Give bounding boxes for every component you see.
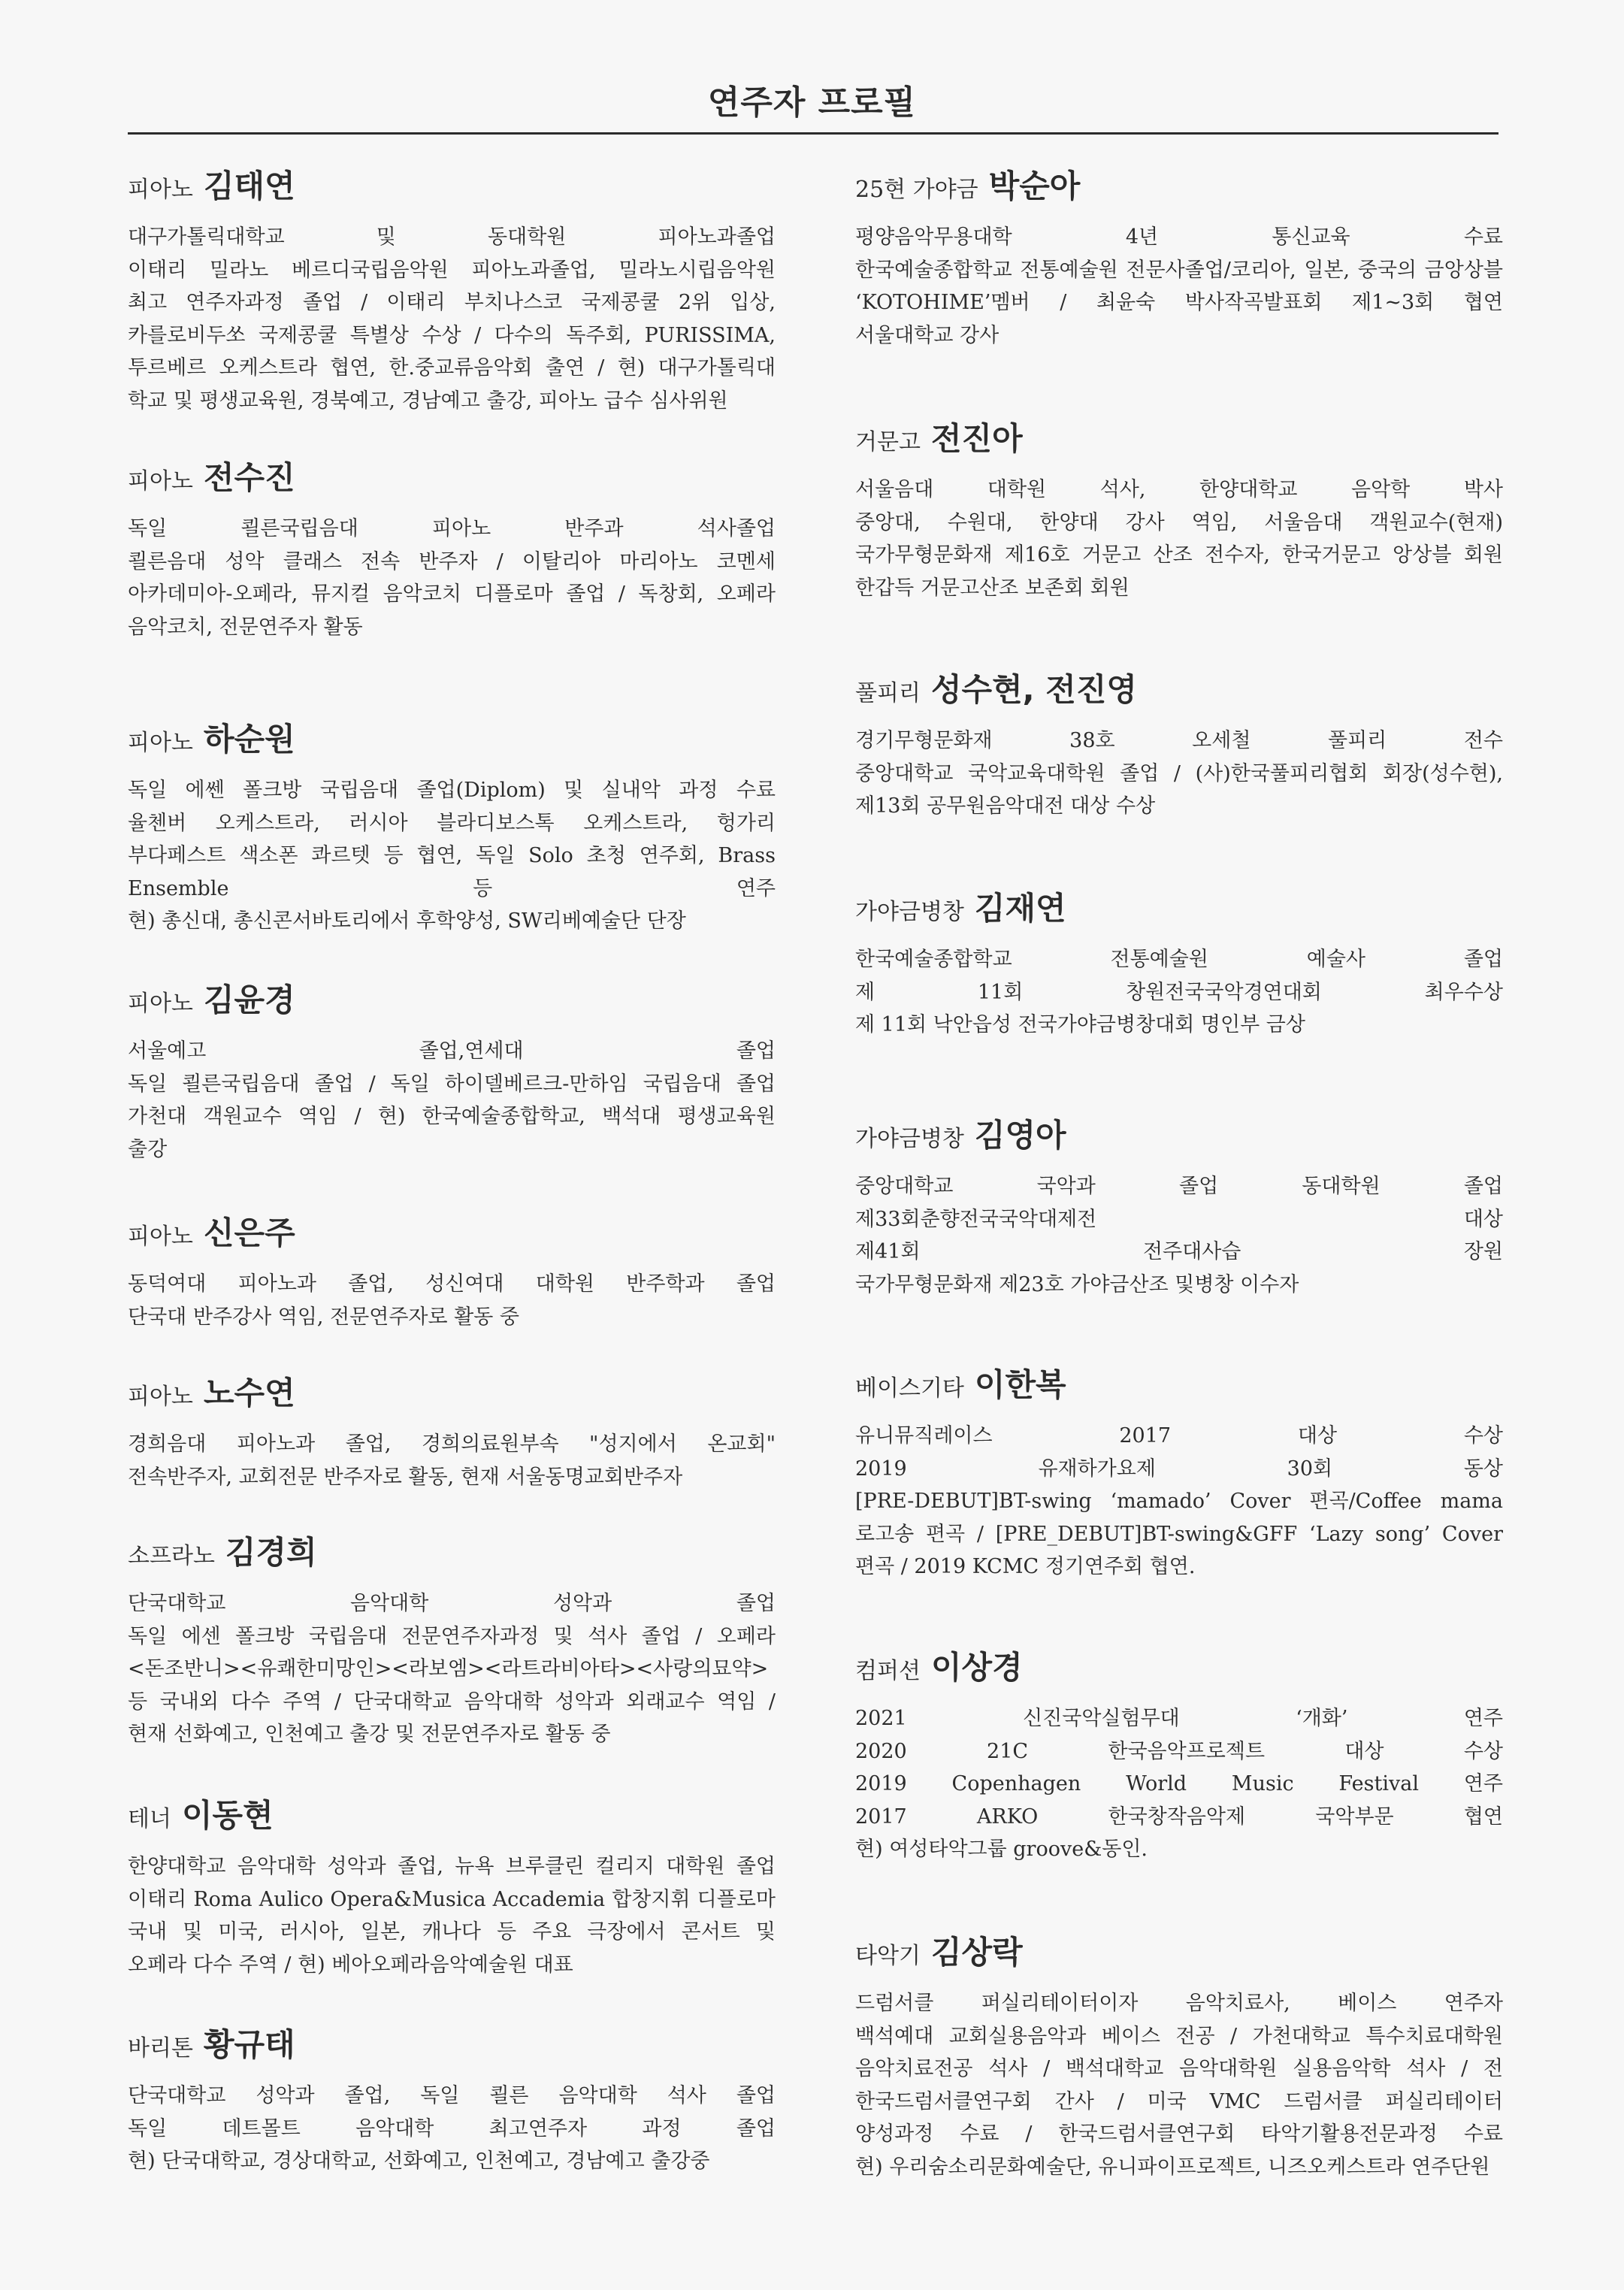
profile-heading bbox=[855, 1358, 1503, 1412]
bio-line: 양성과정 수료 / 한국드럼서클연구회 타악기활용전문과정 수료 bbox=[855, 2122, 1503, 2146]
bio-line: 가천대 객원교수 역임 / 현) 한국예술종합학교, 백석대 평생교육원 bbox=[128, 1105, 776, 1129]
bio-line: 투르베르 오케스트라 협연, 한.중교류음악회 출연 / 현) 대구가톨릭대 bbox=[128, 356, 776, 380]
performer-profile bbox=[128, 159, 776, 418]
bio-line: 경기무형문화재 38호 오세철 풀피리 전수 bbox=[855, 729, 1503, 752]
profile-bio bbox=[855, 943, 1503, 1042]
performer-name: 성수현, 전진영 bbox=[930, 671, 1137, 708]
bio-line: 중앙대학교 국악교육대학원 졸업 / (사)한국풀피리협회 회장(성수현), bbox=[855, 761, 1503, 785]
bio-line: 부다페스트 색소폰 콰르텟 등 협연, 독일 Solo 초청 연주회, Brass bbox=[128, 844, 776, 868]
performer-profile bbox=[855, 1358, 1503, 1584]
performer-name: 김재연 bbox=[974, 890, 1066, 927]
performer-profile bbox=[128, 712, 776, 938]
profile-heading bbox=[128, 1526, 776, 1580]
profile-heading bbox=[128, 451, 776, 505]
bio-line: 단국대학교 성악과 졸업, 독일 쾰른 음악대학 석사 졸업 bbox=[128, 2084, 776, 2107]
performer-profile bbox=[855, 412, 1503, 604]
profile-heading bbox=[855, 882, 1503, 936]
instrument-label: 피아노 bbox=[128, 1224, 193, 1250]
bio-line: 2020 21C 한국음악프로젝트 대상 수상 bbox=[855, 1739, 1503, 1763]
profile-bio bbox=[855, 725, 1503, 823]
profile-bio bbox=[128, 774, 776, 938]
performer-name: 신은주 bbox=[203, 1215, 295, 1251]
profile-heading bbox=[128, 1366, 776, 1420]
profile-heading bbox=[128, 2018, 776, 2072]
profile-bio bbox=[128, 513, 776, 643]
bio-line: 현) 단국대학교, 경상대학교, 선화예고, 인천예고, 경남예고 출강중 bbox=[128, 2149, 710, 2174]
performer-name: 이한복 bbox=[974, 1366, 1066, 1403]
instrument-label: 바리톤 bbox=[128, 2035, 193, 2062]
bio-line: 서울대학교 강사 bbox=[855, 323, 1000, 347]
bio-line: 국가무형문화재 제23호 가야금산조 및병창 이수자 bbox=[855, 1272, 1299, 1296]
bio-line: 2019 유재하가요제 30회 동상 bbox=[855, 1457, 1503, 1481]
instrument-label: 풀피리 bbox=[855, 680, 921, 706]
bio-line: 단국대학교 음악대학 성악과 졸업 bbox=[128, 1592, 776, 1615]
bio-line: 평양음악무용대학 4년 통신교육 수료 bbox=[855, 225, 1503, 249]
bio-line: 카를로비두쏘 국제콩쿨 특별상 수상 / 다수의 독주회, PURISSIMA, bbox=[128, 323, 776, 347]
page-title: 연주자 프로필 bbox=[707, 83, 917, 122]
instrument-label: 피아노 bbox=[128, 1384, 193, 1410]
performer-name: 박순아 bbox=[988, 168, 1081, 204]
profile-bio bbox=[855, 1702, 1503, 1866]
profile-bio bbox=[128, 221, 776, 418]
bio-line: 드럼서클 퍼실리테이터이자 음악치료사, 베이스 연주자 bbox=[855, 1992, 1503, 2015]
performer-profile bbox=[128, 973, 776, 1166]
bio-line: 최고 연주자과정 졸업 / 이태리 부치나스코 국제콩쿨 2위 입상, bbox=[128, 291, 776, 315]
profile-bio bbox=[855, 1170, 1503, 1301]
profile-bio bbox=[128, 2080, 776, 2178]
instrument-label: 피아노 bbox=[128, 991, 193, 1017]
bio-line: 이태리 Roma Aulico Opera&Musica Accademia 합창지휘 디플로마 bbox=[128, 1887, 776, 1911]
profile-bio bbox=[855, 473, 1503, 604]
performer-name: 하순원 bbox=[203, 721, 295, 758]
bio-line: 독일 에센 폴크방 국립음대 전문연주자과정 및 석사 졸업 / 오페라 bbox=[128, 1624, 776, 1648]
bio-line: 한갑득 거문고산조 보존회 회원 bbox=[855, 576, 1130, 600]
performer-profile bbox=[128, 451, 776, 643]
performer-profile bbox=[855, 663, 1503, 823]
performer-profile bbox=[128, 1366, 776, 1493]
bio-line: 제 11회 낙안읍성 전국가야금병창대회 명인부 금상 bbox=[855, 1013, 1305, 1037]
profile-heading bbox=[855, 1925, 1503, 1980]
profile-heading bbox=[855, 412, 1503, 466]
bio-line: 아카데미아-오페라, 뮤지컬 음악코치 디플로마 졸업 / 독창회, 오페라 bbox=[128, 582, 776, 607]
bio-line: 국내 및 미국, 러시아, 일본, 캐나다 등 주요 극장에서 콘서트 및 bbox=[128, 1920, 776, 1944]
bio-line: 음악코치, 전문연주자 활동 bbox=[128, 615, 363, 639]
profile-bio bbox=[128, 1850, 776, 1981]
bio-line: 제 11회 창원전국국악경연대회 최우수상 bbox=[855, 980, 1503, 1004]
performer-profile bbox=[855, 1641, 1503, 1866]
bio-line: 대구가톨릭대학교 및 동대학원 피아노과졸업 bbox=[128, 225, 776, 249]
profile-bio bbox=[128, 1428, 776, 1493]
instrument-label: 베이스기타 bbox=[855, 1375, 964, 1402]
instrument-label: 피아노 bbox=[128, 177, 193, 203]
instrument-label: 피아노 bbox=[128, 468, 193, 495]
bio-line: 독일 에쎈 폴크방 국립음대 졸업(Diplom) 및 실내악 과정 수료 bbox=[128, 779, 776, 802]
bio-line: 국가무형문화재 제16호 거문고 산조 전수자, 한국거문고 앙상블 회원 bbox=[855, 543, 1503, 567]
bio-line: 독일 데트몰트 음악대학 최고연주자 과정 졸업 bbox=[128, 2116, 776, 2140]
bio-line: 쾰른음대 성악 클래스 전속 반주자 / 이탈리아 마리아노 코멘세 bbox=[128, 549, 776, 573]
bio-line: 로고송 편곡 / [PRE_DEBUT]BT-swing&GFF ‘Lazy song’ Cover bbox=[855, 1522, 1503, 1546]
performer-name: 김윤경 bbox=[203, 982, 295, 1018]
profile-heading bbox=[128, 1789, 776, 1843]
profile-heading bbox=[128, 712, 776, 767]
bio-line: 서울음대 대학원 석사, 한양대학교 음악학 박사 bbox=[855, 478, 1503, 501]
performer-profile bbox=[855, 1109, 1503, 1301]
performer-profile bbox=[128, 1789, 776, 1981]
instrument-label: 가야금병창 bbox=[855, 1126, 964, 1152]
bio-line: 현) 우리숨소리문화예술단, 유니파이프로젝트, 니즈오케스트라 연주단원 bbox=[855, 2155, 1490, 2179]
bio-line: [PRE-DEBUT]BT-swing ‘mamado’ Cover 편곡/Coffee mama bbox=[855, 1490, 1503, 1514]
profile-heading bbox=[855, 1641, 1503, 1695]
bio-line: 현) 총신대, 총신콘서바토리에서 후학양성, SW리베예술단 단장 bbox=[128, 909, 686, 933]
profile-heading bbox=[128, 1206, 776, 1260]
bio-line: 중앙대학교 국악과 졸업 동대학원 졸업 bbox=[855, 1175, 1503, 1198]
bio-line: 독일 쾰른국립음대 피아노 반주과 석사졸업 bbox=[128, 517, 776, 540]
performer-name: 김태연 bbox=[203, 168, 295, 204]
bio-line: 율첸버 오케스트라, 러시아 블라디보스톡 오케스트라, 헝가리 bbox=[128, 811, 776, 835]
bio-line: 서울예고 졸업,연세대 졸업 bbox=[128, 1039, 776, 1063]
performer-name: 전진아 bbox=[930, 420, 1023, 457]
bio-line: 백석예대 교회실용음악과 베이스 전공 / 가천대학교 특수치료대학원 bbox=[855, 2024, 1503, 2048]
performer-profile bbox=[128, 1526, 776, 1751]
bio-line: 음악치료전공 석사 / 백석대학교 음악대학원 실용음악학 석사 / 전 bbox=[855, 2057, 1503, 2081]
bio-line: 단국대 반주강사 역임, 전문연주자로 활동 중 bbox=[128, 1305, 519, 1329]
bio-line: 동덕여대 피아노과 졸업, 성신여대 대학원 반주학과 졸업 bbox=[128, 1272, 776, 1296]
performer-name: 김영아 bbox=[974, 1117, 1066, 1154]
profile-heading bbox=[128, 973, 776, 1027]
bio-line: 오페라 다수 주역 / 현) 베아오페라음악예술원 대표 bbox=[128, 1953, 573, 1977]
performer-profile bbox=[855, 159, 1503, 352]
bio-line: 2021 신진국악실험무대 ‘개화’ 연주 bbox=[855, 1707, 1503, 1730]
performer-profile bbox=[855, 1925, 1503, 2184]
performer-name: 김상락 bbox=[930, 1934, 1023, 1971]
performer-name: 황규태 bbox=[203, 2026, 295, 2063]
profile-bio bbox=[855, 1420, 1503, 1584]
instrument-label: 피아노 bbox=[128, 730, 193, 756]
instrument-label: 컴퍼션 bbox=[855, 1658, 921, 1684]
bio-line: 한국예술종합학교 전통예술원 전문사졸업/코리아, 일본, 중국의 금앙상블 bbox=[855, 258, 1503, 282]
instrument-label: 거문고 bbox=[855, 429, 921, 455]
profile-bio bbox=[128, 1587, 776, 1751]
instrument-label: 소프라노 bbox=[128, 1543, 215, 1569]
bio-line: 중앙대, 수원대, 한양대 강사 역임, 서울음대 객원교수(현재) bbox=[855, 510, 1503, 534]
instrument-label: 가야금병창 bbox=[855, 899, 964, 925]
performer-name: 전수진 bbox=[203, 459, 295, 496]
bio-line: 편곡 / 2019 KCMC 정기연주회 협연. bbox=[855, 1555, 1196, 1579]
profile-bio bbox=[855, 221, 1503, 352]
title-divider bbox=[128, 132, 1498, 135]
performer-name: 이상경 bbox=[930, 1649, 1023, 1686]
performer-profile bbox=[128, 2018, 776, 2178]
profile-bio bbox=[128, 1035, 776, 1166]
bio-line: 등 국내외 다수 주역 / 단국대학교 음악대학 성악과 외래교수 역임 / bbox=[128, 1690, 776, 1714]
bio-line: Ensemble 등 연주 bbox=[128, 876, 776, 900]
instrument-label: 25현 가야금 bbox=[855, 177, 978, 203]
profile-heading bbox=[855, 1109, 1503, 1163]
bio-line: 한국드럼서클연구회 간사 / 미국 VMC 드럼서클 퍼실리테이터 bbox=[855, 2089, 1503, 2113]
bio-line: 현재 선화예고, 인천예고 출강 및 전문연주자로 활동 중 bbox=[128, 1723, 611, 1747]
instrument-label: 테너 bbox=[128, 1806, 171, 1832]
bio-line: 유니뮤직레이스 2017 대상 수상 bbox=[855, 1424, 1503, 1448]
bio-line: 제33회춘향전국국악대제전 대상 bbox=[855, 1207, 1503, 1231]
bio-line: 2017 ARKO 한국창작음악제 국악부문 협연 bbox=[855, 1804, 1503, 1829]
bio-line: <돈조반니><유쾌한미망인><라보엠><라트라비아타><사랑의묘약> bbox=[128, 1657, 769, 1681]
instrument-label: 타악기 bbox=[855, 1943, 921, 1969]
bio-line: 전속반주자, 교회전문 반주자로 활동, 현재 서울동명교회반주자 bbox=[128, 1465, 683, 1489]
bio-line: 한국예술종합학교 전통예술원 예술사 졸업 bbox=[855, 948, 1503, 971]
profile-heading bbox=[855, 663, 1503, 717]
bio-line: 2019 Copenhagen World Music Festival 연주 bbox=[855, 1772, 1503, 1796]
bio-line: 제13회 공무원음악대전 대상 수상 bbox=[855, 794, 1156, 818]
performer-name: 김경희 bbox=[225, 1534, 317, 1571]
bio-line: 학교 및 평생교육원, 경북예고, 경남예고 출강, 피아노 급수 심사위원 bbox=[128, 389, 728, 413]
performer-name: 노수연 bbox=[203, 1375, 295, 1411]
profile-bio bbox=[855, 1987, 1503, 2184]
bio-line: 독일 쾰른국립음대 졸업 / 독일 하이델베르크-만하임 국립음대 졸업 bbox=[128, 1072, 776, 1096]
performer-profile bbox=[128, 1206, 776, 1333]
profile-heading bbox=[855, 159, 1503, 213]
bio-line: ‘KOTOHIME’멤버 / 최윤숙 박사작곡발표회 제1~3회 협연 bbox=[855, 291, 1503, 315]
bio-line: 이태리 밀라노 베르디국립음악원 피아노과졸업, 밀라노시립음악원 bbox=[128, 258, 776, 282]
bio-line: 출강 bbox=[128, 1137, 168, 1161]
performer-name: 이동현 bbox=[181, 1797, 274, 1834]
bio-line: 현) 여성타악그룹 groove&동인. bbox=[855, 1838, 1148, 1862]
profile-heading bbox=[128, 159, 776, 213]
bio-line: 경희음대 피아노과 졸업, 경희의료원부속 "성지에서 온교회" bbox=[128, 1432, 776, 1456]
performer-profile bbox=[855, 882, 1503, 1042]
bio-line: 제41회 전주대사습 장원 bbox=[855, 1240, 1503, 1264]
profile-bio bbox=[128, 1268, 776, 1333]
bio-line: 한양대학교 음악대학 성악과 졸업, 뉴욕 브루클린 컬리지 대학원 졸업 bbox=[128, 1855, 776, 1878]
